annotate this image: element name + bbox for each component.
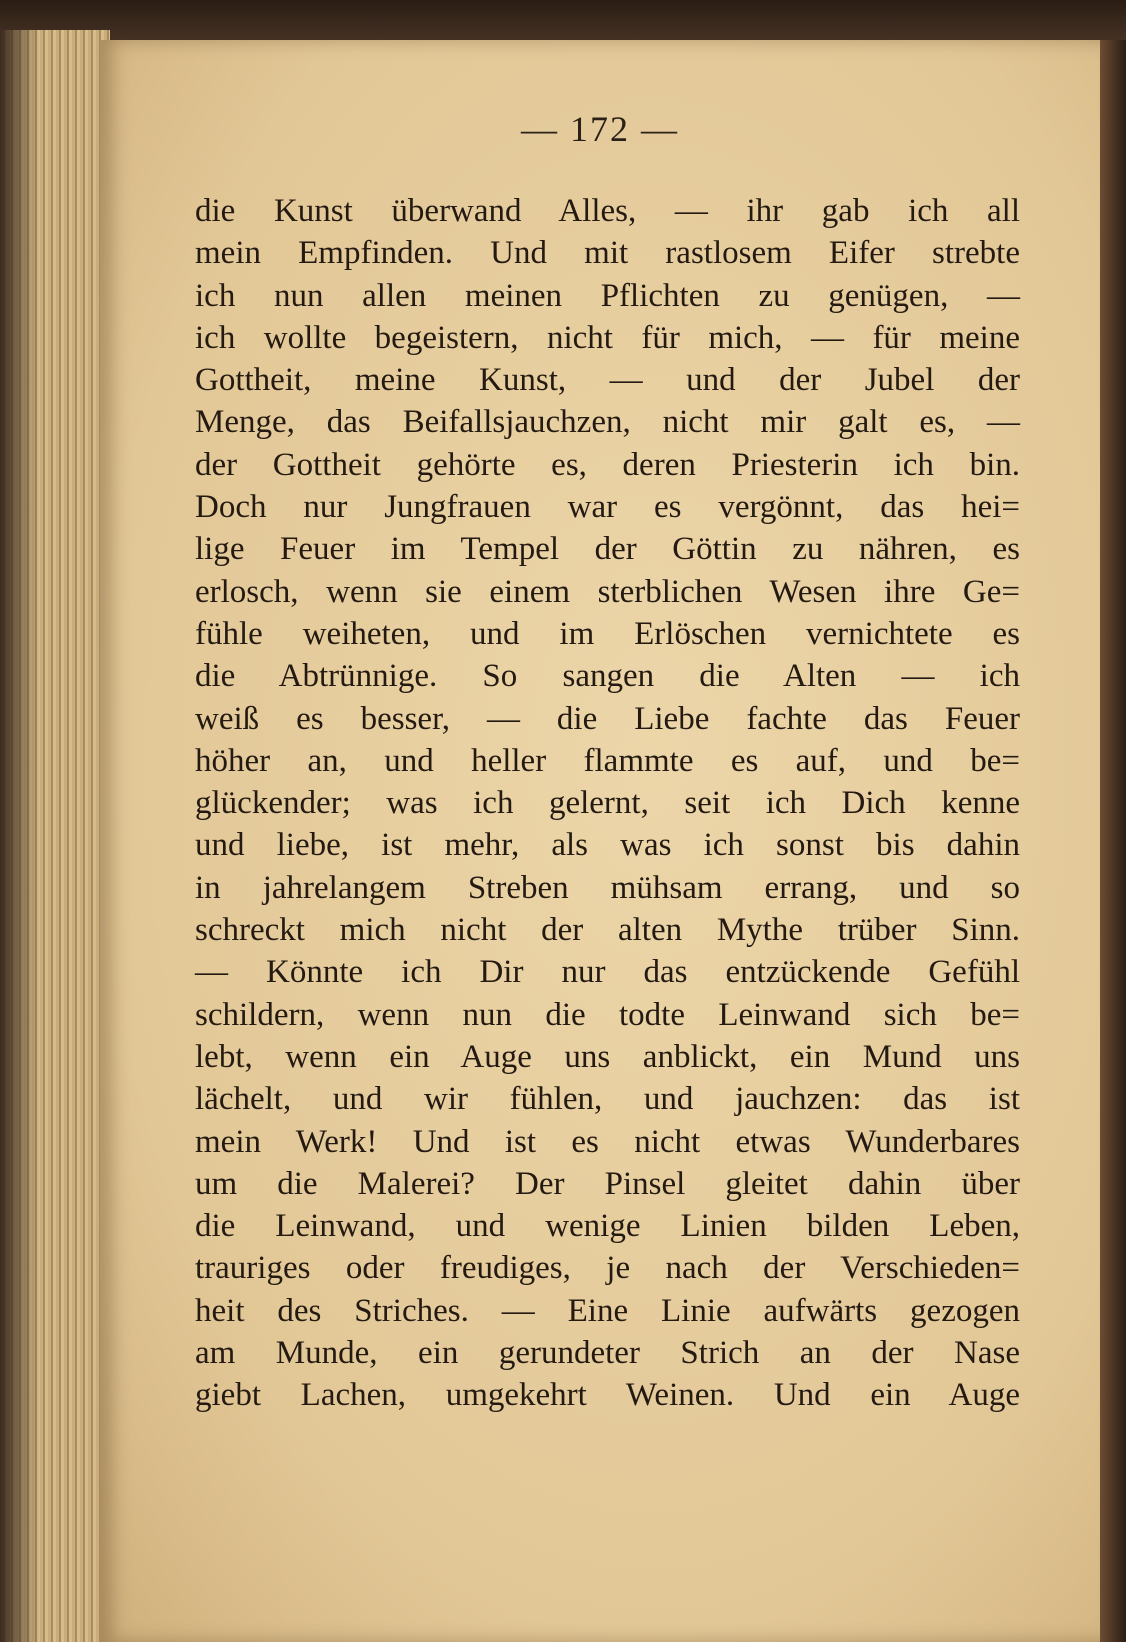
text-line: fühle weiheten, und im Erlöschen vernichtete es xyxy=(195,615,1020,652)
binding-shadow xyxy=(0,30,40,1642)
text-line: schildern, wenn nun die todte Leinwand sich be= xyxy=(195,996,1020,1033)
text-line: giebt Lachen, umgekehrt Weinen. Und ein Auge xyxy=(195,1377,1020,1414)
text-line: am Munde, ein gerundeter Strich an der Nase xyxy=(195,1335,1020,1372)
text-line: trauriges oder freudiges, je nach der Verschieden= xyxy=(195,1250,1020,1287)
text-line: Menge, das Beifallsjauchzen, nicht mir galt es, — xyxy=(195,404,1020,441)
text-line: um die Malerei? Der Pinsel gleitet dahin über xyxy=(195,1165,1020,1202)
text-line: glückender; was ich gelernt, seit ich Dich kenne xyxy=(195,785,1020,822)
page-number: — 172 — xyxy=(521,109,679,149)
text-line: heit des Striches. — Eine Linie aufwärts gezogen xyxy=(195,1292,1020,1329)
text-line: höher an, und heller flammte es auf, und be= xyxy=(195,742,1020,779)
text-line: — Könnte ich Dir nur das entzückende Gefühl xyxy=(195,954,1020,991)
text-line: in jahrelangem Streben mühsam errang, und so xyxy=(195,869,1020,906)
text-line: mein Werk! Und ist es nicht etwas Wunderbares xyxy=(195,1123,1020,1160)
text-line: die Kunst überwand Alles, — ihr gab ich all xyxy=(195,193,1020,229)
text-line: weiß es besser, — die Liebe fachte das Feuer xyxy=(195,700,1020,737)
text-line: und liebe, ist mehr, als was ich sonst bis dahin xyxy=(195,827,1020,864)
text-line: Gottheit, meine Kunst, — und der Jubel der xyxy=(195,362,1020,399)
text-line: ich nun allen meinen Pflichten zu genügen, — xyxy=(195,277,1020,314)
text-line: lebt, wenn ein Auge uns anblickt, ein Mund uns xyxy=(195,1038,1020,1075)
text-line: mein Empfinden. Und mit rastlosem Eifer strebte xyxy=(195,235,1020,272)
text-line: lige Feuer im Tempel der Göttin zu nähren, es xyxy=(195,531,1020,568)
text-line: der Gottheit gehörte es, deren Priesterin ich bin. xyxy=(195,446,1020,483)
text-line: ich wollte begeistern, nicht für mich, — für meine xyxy=(195,319,1020,356)
text-line: erlosch, wenn sie einem sterblichen Wesen ihre Ge= xyxy=(195,573,1020,610)
text-line: die Leinwand, und wenige Linien bilden Leben, xyxy=(195,1208,1020,1245)
text-line: schreckt mich nicht der alten Mythe trüber Sinn. xyxy=(195,912,1020,949)
page-body-text xyxy=(195,190,1020,1417)
book-cover-right xyxy=(1100,40,1126,1642)
text-line: die Abtrünnige. So sangen die Alten — ich xyxy=(195,658,1020,695)
text-line: lächelt, und wir fühlen, und jauchzen: das ist xyxy=(195,1081,1020,1118)
text-line: Doch nur Jungfrauen war es vergönnt, das hei= xyxy=(195,489,1020,526)
